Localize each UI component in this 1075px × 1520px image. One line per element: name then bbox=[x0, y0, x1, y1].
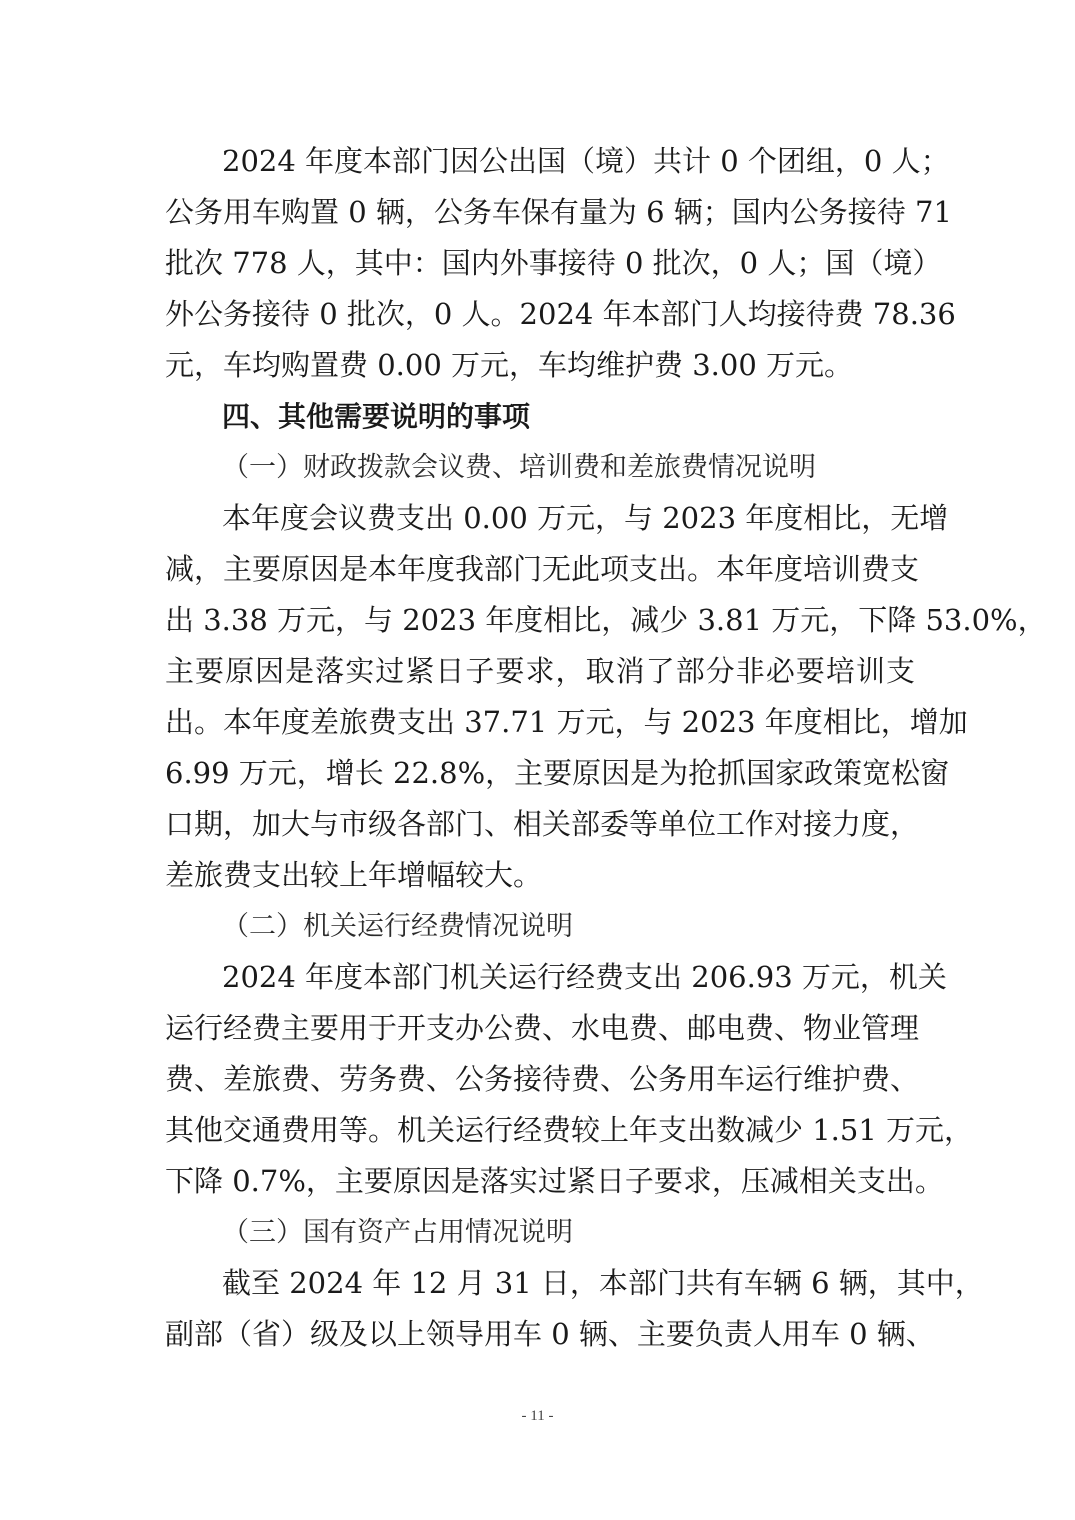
document-body bbox=[165, 136, 1047, 1360]
text-line: 差旅费支出较上年增幅较大。 bbox=[165, 858, 543, 892]
text-line: 出。本年度差旅费支出 37.71 万元，与 2023 年度相比，增加 bbox=[165, 705, 968, 739]
text-line: 主要原因是落实过紧日子要求，取消了部分非必要培训支 bbox=[165, 654, 915, 688]
paragraph bbox=[165, 493, 1047, 901]
paragraph bbox=[165, 952, 974, 1207]
text-line: 费、差旅费、劳务费、公务接待费、公务用车运行维护费、 bbox=[165, 1062, 920, 1096]
text-line: 口期，加大与市级各部门、相关部委等单位工作对接力度， bbox=[165, 807, 920, 841]
text-line: 2024 年度本部门机关运行经费支出 206.93 万元，机关 bbox=[222, 960, 947, 994]
text-line: （二）机关运行经费情况说明 bbox=[222, 911, 573, 942]
text-line: 截至 2024 年 12 月 31 日，本部门共有车辆 6 辆，其中， bbox=[222, 1266, 984, 1300]
text-line: 其他交通费用等。机关运行经费较上年支出数减少 1.51 万元， bbox=[165, 1113, 974, 1147]
page-number: - 11 - bbox=[521, 1408, 554, 1424]
subsection-heading bbox=[165, 442, 915, 493]
text-line: （一）财政拨款会议费、培训费和差旅费情况说明 bbox=[222, 452, 816, 483]
text-line: 运行经费主要用于开支办公费、水电费、邮电费、物业管理 bbox=[165, 1011, 920, 1045]
text-line: 公务用车购置 0 辆，公务车保有量为 6 辆；国内公务接待 71 bbox=[165, 195, 952, 229]
text-line: 元，车均购置费 0.00 万元，车均维护费 3.00 万元。 bbox=[165, 348, 854, 382]
subsection-heading bbox=[165, 1207, 915, 1258]
text-line: 下降 0.7%，主要原因是落实过紧日子要求，压减相关支出。 bbox=[165, 1164, 944, 1198]
text-line: 2024 年度本部门因公出国（境）共计 0 个团组，0 人； bbox=[222, 144, 950, 178]
text-line: （三）国有资产占用情况说明 bbox=[222, 1217, 573, 1248]
paragraph bbox=[165, 136, 956, 391]
text-line: 副部（省）级及以上领导用车 0 辆、主要负责人用车 0 辆、 bbox=[165, 1317, 935, 1351]
text-line: 6.99 万元，增长 22.8%，主要原因是为抢抓国家政策宽松窗 bbox=[165, 756, 950, 790]
text-line: 批次 778 人，其中：国内外事接待 0 批次，0 人；国（境） bbox=[165, 246, 942, 280]
text-line: 减，主要原因是本年度我部门无此项支出。本年度培训费支 bbox=[165, 552, 920, 586]
paragraph bbox=[165, 1258, 984, 1360]
text-line: 外公务接待 0 批次，0 人。2024 年本部门人均接待费 78.36 bbox=[165, 297, 956, 331]
text-line: 出 3.38 万元，与 2023 年度相比，减少 3.81 万元，下降 53.0%， bbox=[165, 603, 1047, 637]
section-heading bbox=[165, 391, 915, 442]
text-line: 四、其他需要说明的事项 bbox=[222, 400, 531, 433]
subsection-heading bbox=[165, 901, 915, 952]
text-line: 本年度会议费支出 0.00 万元，与 2023 年度相比，无增 bbox=[222, 501, 949, 535]
